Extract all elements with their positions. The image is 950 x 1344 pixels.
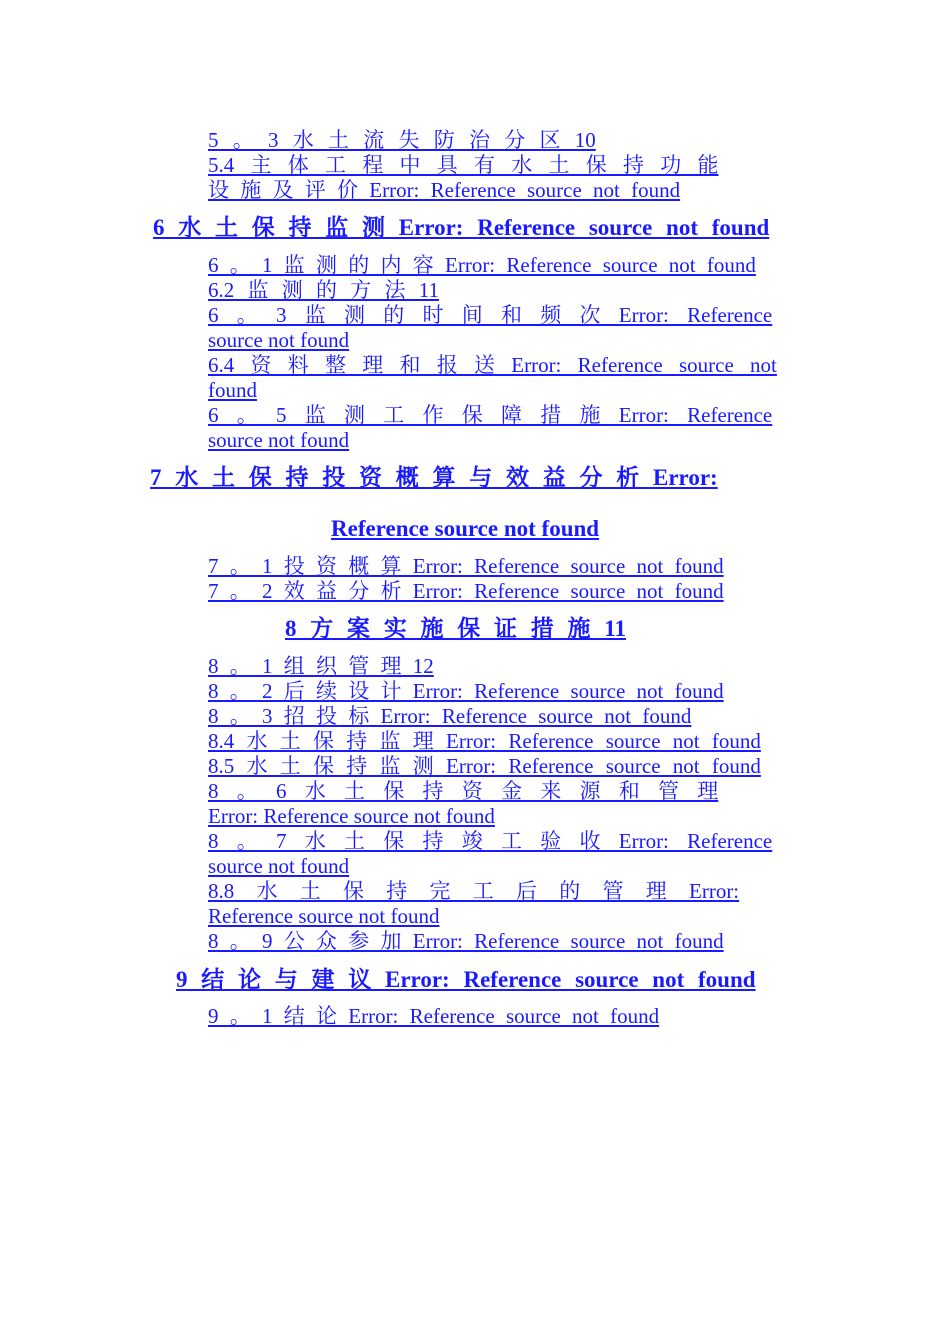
toc-entry-8-6-cont[interactable]: Error: Reference source not found bbox=[208, 804, 495, 828]
toc-entry-6-3-cont[interactable]: source not found bbox=[208, 328, 350, 352]
toc-entry-6-3[interactable]: 6 。 3 监 测 的 时 间 和 频 次 Error: Reference bbox=[208, 303, 773, 327]
toc-heading-8[interactable]: 8 方 案 实 施 保 证 措 施 11 bbox=[285, 616, 626, 641]
toc-entry-5-4-cont[interactable]: 设 施 及 评 价 Error: Reference source not found bbox=[208, 178, 681, 202]
toc-entry-6-4-cont[interactable]: found bbox=[208, 378, 257, 402]
toc-entry-6-5-cont[interactable]: source not found bbox=[208, 428, 350, 452]
toc-entry-9-1[interactable]: 9 。 1 结 论 Error: Reference source not found bbox=[208, 1004, 660, 1028]
toc-heading-6[interactable]: 6 水 土 保 持 监 测 Error: Reference source not found bbox=[153, 215, 770, 240]
toc-entry-8-2[interactable]: 8 。 2 后 续 设 计 Error: Reference source not found bbox=[208, 679, 724, 703]
toc-heading-9[interactable]: 9 结 论 与 建 议 Error: Reference source not found bbox=[176, 967, 756, 992]
toc-entry-6-1[interactable]: 6 。 1 监 测 的 内 容 Error: Reference source not found bbox=[208, 253, 756, 277]
toc-entry-8-1[interactable]: 8 。 1 组 织 管 理 12 bbox=[208, 654, 434, 678]
toc-entry-8-8[interactable]: 8.8 水 土 保 持 完 工 后 的 管 理 Error: bbox=[208, 879, 740, 903]
toc-entry-8-5[interactable]: 8.5 水 土 保 持 监 测 Error: Reference source not found bbox=[208, 754, 761, 778]
toc-entry-8-7[interactable]: 8 。 7 水 土 保 持 竣 工 验 收 Error: Reference bbox=[208, 829, 773, 853]
toc-heading-7-cont[interactable]: Reference source not found bbox=[331, 516, 600, 541]
toc-entry-6-4[interactable]: 6.4 资 料 整 理 和 报 送 Error: Reference source not bbox=[208, 353, 777, 377]
toc-entry-5-3[interactable]: 5 。 3 水 土 流 失 防 治 分 区 10 bbox=[208, 128, 596, 152]
toc-entry-7-2[interactable]: 7 。 2 效 益 分 析 Error: Reference source not found bbox=[208, 579, 724, 603]
toc-entry-8-8-cont[interactable]: Reference source not found bbox=[208, 904, 440, 928]
toc-entry-8-3[interactable]: 8 。 3 招 投 标 Error: Reference source not found bbox=[208, 704, 692, 728]
toc-entry-8-9[interactable]: 8 。 9 公 众 参 加 Error: Reference source not found bbox=[208, 929, 724, 953]
toc-entry-6-5[interactable]: 6 。 5 监 测 工 作 保 障 措 施 Error: Reference bbox=[208, 403, 773, 427]
toc-entry-8-4[interactable]: 8.4 水 土 保 持 监 理 Error: Reference source not found bbox=[208, 729, 761, 753]
toc-entry-8-6[interactable]: 8 。 6 水 土 保 持 资 金 来 源 和 管 理 bbox=[208, 779, 719, 803]
toc-entry-6-2[interactable]: 6.2 监 测 的 方 法 11 bbox=[208, 278, 439, 302]
toc-heading-7[interactable]: 7 水 土 保 持 投 资 概 算 与 效 益 分 析 Error: bbox=[150, 465, 718, 490]
toc-entry-8-7-cont[interactable]: source not found bbox=[208, 854, 350, 878]
toc-entry-7-1[interactable]: 7 。 1 投 资 概 算 Error: Reference source not found bbox=[208, 554, 724, 578]
toc-entry-5-4[interactable]: 5.4 主 体 工 程 中 具 有 水 土 保 持 功 能 bbox=[208, 153, 719, 177]
